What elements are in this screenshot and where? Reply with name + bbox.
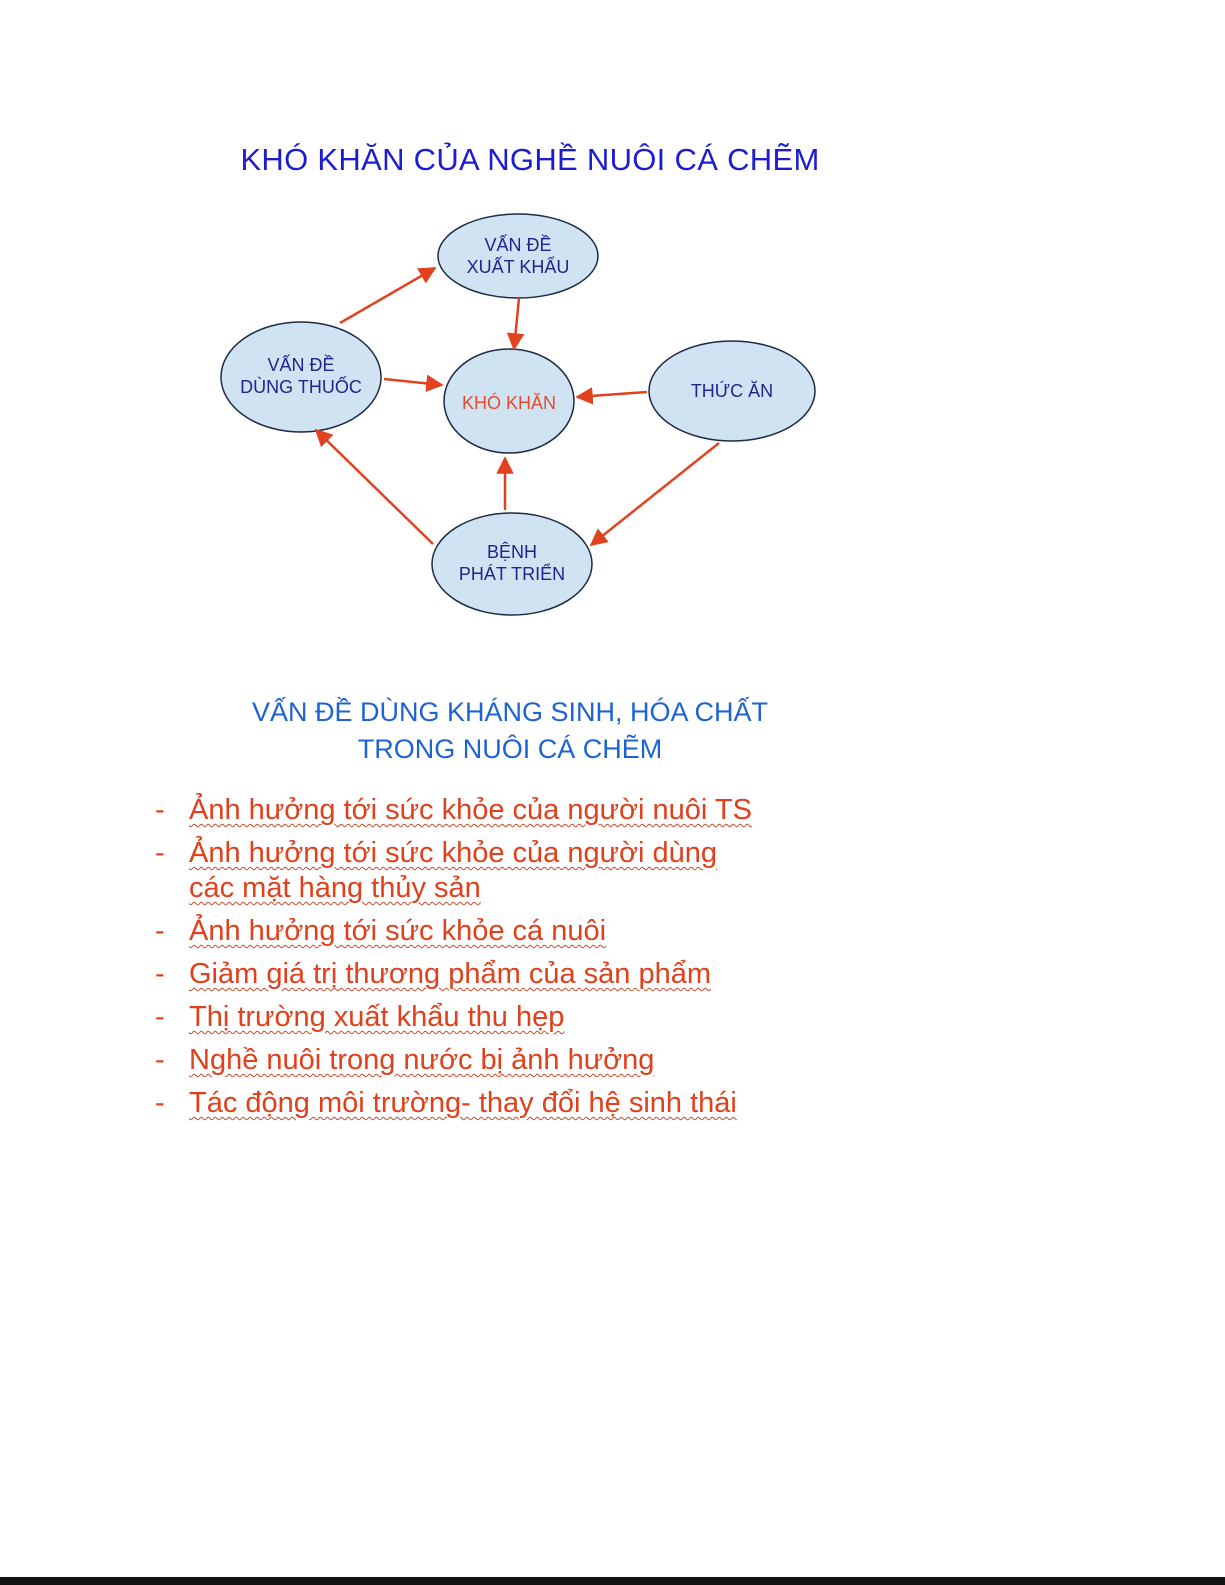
list-item	[155, 1043, 875, 1078]
bullet-dash: -	[155, 794, 165, 826]
page-title: KHÓ KHĂN CỦA NGHỀ NUÔI CÁ CHẼM	[240, 142, 820, 177]
node-disease-label: BỆNH PHÁT TRIỂN	[458, 542, 566, 584]
list-item	[155, 1000, 875, 1035]
section-heading-line-2: TRONG NUÔI CÁ CHẼM	[357, 734, 663, 764]
arrow-drugs-to-center	[384, 379, 442, 385]
bullet-dash: -	[155, 1044, 165, 1076]
list-item	[155, 836, 875, 906]
list-item	[155, 957, 875, 992]
effect-text: Thị trường xuất khẩu thu hẹp	[189, 1001, 565, 1033]
list-item	[155, 914, 875, 949]
section-heading	[150, 694, 870, 768]
effect-text: Nghề nuôi trong nước bị ảnh hưởng	[189, 1044, 655, 1076]
bullet-dash: -	[155, 837, 165, 869]
node-feed-label: THỨC ĂN	[690, 381, 774, 401]
arrow-export-to-center	[514, 298, 519, 349]
arrow-disease-to-drugs	[316, 430, 433, 544]
section-heading-line-1: VẤN ĐỀ DÙNG KHÁNG SINH, HÓA CHẤT	[251, 697, 769, 727]
arrow-drugs-to-export	[340, 268, 435, 323]
node-drugs-label: VẤN ĐỀ DÙNG THUỐC	[240, 355, 362, 397]
list-item	[155, 793, 875, 828]
effect-text: Tác động môi trường- thay đổi hệ sinh thái	[189, 1087, 737, 1119]
bullet-dash: -	[155, 1001, 165, 1033]
effects-list	[155, 793, 875, 1129]
effect-text: Ảnh hưởng tới sức khỏe của người nuôi TS	[189, 794, 752, 826]
bullet-dash: -	[155, 915, 165, 947]
effect-text: Ảnh hưởng tới sức khỏe của người dùng các mặt hàng thủy sản	[189, 837, 718, 904]
node-export-label: VẤN ĐỀ XUẤT KHẨU	[466, 235, 570, 277]
arrow-feed-to-disease	[591, 443, 719, 545]
node-center-label: KHÓ KHĂN	[461, 393, 557, 413]
arrow-feed-to-center	[577, 392, 647, 397]
bullet-dash: -	[155, 958, 165, 990]
effect-text: Ảnh hưởng tới sức khỏe cá nuôi	[189, 915, 607, 947]
effect-text: Giảm giá trị thương phẩm của sản phẩm	[189, 958, 712, 990]
page-bottom-border	[0, 1577, 1225, 1585]
bullet-dash: -	[155, 1087, 165, 1119]
difficulty-diagram	[0, 0, 1225, 700]
list-item	[155, 1086, 875, 1121]
